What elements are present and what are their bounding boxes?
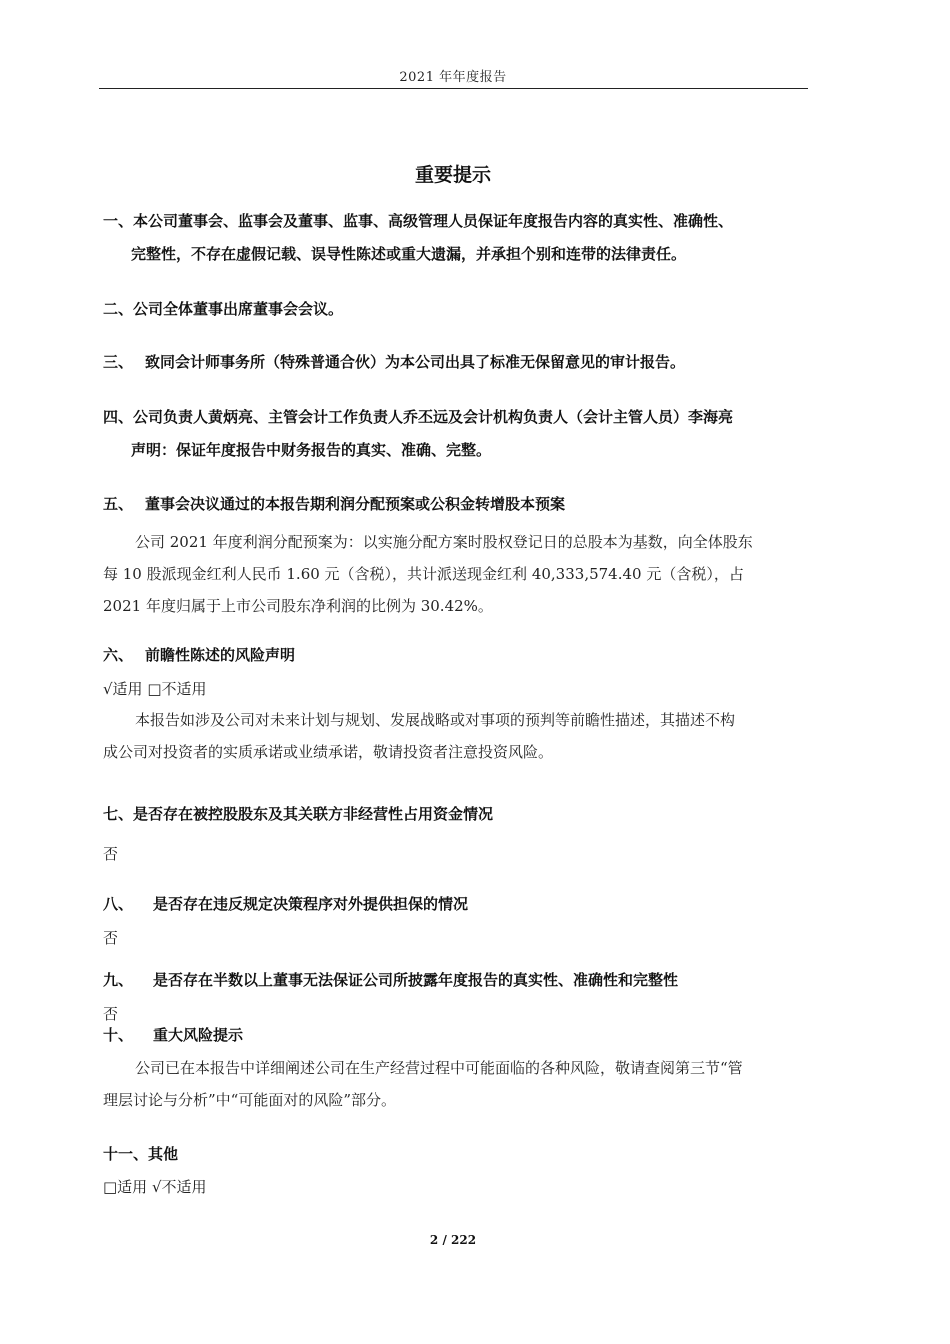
section-number: 二、	[103, 300, 134, 318]
section-number: 六、	[103, 646, 134, 664]
section-text: 是否存在被控股股东及其关联方非经营性占用资金情况	[133, 805, 494, 823]
section-5-heading	[103, 488, 565, 520]
section-number: 四、	[103, 408, 134, 426]
section-text: 前瞻性陈述的风险声明	[145, 646, 296, 664]
section-number: 一、	[103, 212, 134, 230]
applicability-checkbox: □适用 √不适用	[103, 1178, 207, 1196]
body-line: 成公司对投资者的实质承诺或业绩承诺，敬请投资者注意投资风险。	[103, 743, 554, 761]
section-number: 七、	[103, 805, 134, 823]
section-number: 十、	[103, 1026, 134, 1044]
section-text: 其他	[148, 1145, 179, 1163]
section-4-continuation: 声明：保证年度报告中财务报告的真实、准确、完整。	[131, 441, 492, 459]
body-line: 公司 2021 年度利润分配预案为：以实施分配方案时股权登记日的总股本为基数，向全体股东	[135, 533, 753, 551]
section-2-heading	[103, 293, 343, 325]
section-10-heading	[103, 1019, 243, 1051]
section-4-heading	[103, 401, 733, 433]
page-number: 2 / 222	[429, 1233, 477, 1247]
section-number: 八、	[103, 895, 134, 913]
section-9-heading	[103, 964, 678, 996]
section-7-heading	[103, 798, 493, 830]
body-line: 每 10 股派现金红利人民币 1.60 元（含税），共计派送现金红利 40,333,574.40 元（含税），占	[103, 565, 744, 583]
applicability-checkbox: √适用 □不适用	[103, 680, 207, 698]
body-line: 2021 年度归属于上市公司股东净利润的比例为 30.42%。	[103, 597, 493, 615]
section-7-answer: 否	[103, 845, 119, 863]
section-10-body	[103, 1052, 808, 1116]
section-number: 九、	[103, 971, 134, 989]
section-text: 是否存在违反规定决策程序对外提供担保的情况	[153, 895, 469, 913]
header-divider	[99, 88, 808, 89]
body-line: 理层讨论与分析”中“可能面对的风险”部分。	[103, 1091, 397, 1109]
body-line: 本报告如涉及公司对未来计划与规划、发展战略或对事项的预判等前瞻性描述，其描述不构	[135, 711, 736, 729]
section-11-heading	[103, 1138, 178, 1170]
section-6-body	[103, 704, 808, 768]
section-8-heading	[103, 888, 468, 920]
section-text: 公司全体董事出席董事会会议。	[133, 300, 344, 318]
section-text: 致同会计师事务所（特殊普通合伙）为本公司出具了标准无保留意见的审计报告。	[145, 353, 686, 371]
section-9-answer: 否	[103, 1005, 119, 1023]
section-5-body	[103, 526, 808, 622]
section-text: 是否存在半数以上董事无法保证公司所披露年度报告的真实性、准确性和完整性	[153, 971, 679, 989]
section-8-answer: 否	[103, 929, 119, 947]
section-text: 重大风险提示	[153, 1026, 244, 1044]
document-title: 重要提示	[414, 164, 491, 186]
section-3-heading	[103, 346, 685, 378]
section-number: 十一、	[103, 1145, 149, 1163]
section-1-continuation: 完整性，不存在虚假记载、误导性陈述或重大遗漏，并承担个别和连带的法律责任。	[131, 245, 687, 263]
section-number: 五、	[103, 495, 134, 513]
section-6-heading	[103, 639, 295, 671]
page-header-title: 2021 年年度报告	[399, 70, 507, 85]
section-text: 董事会决议通过的本报告期利润分配预案或公积金转增股本预案	[145, 495, 566, 513]
section-text: 公司负责人黄炳亮、主管会计工作负责人乔丕远及会计机构负责人（会计主管人员）李海亮	[133, 408, 734, 426]
body-line: 公司已在本报告中详细阐述公司在生产经营过程中可能面临的各种风险，敬请查阅第三节“管	[135, 1059, 743, 1077]
section-1-heading	[103, 205, 733, 237]
section-text: 本公司董事会、监事会及董事、监事、高级管理人员保证年度报告内容的真实性、准确性、	[133, 212, 734, 230]
section-number: 三、	[103, 353, 134, 371]
